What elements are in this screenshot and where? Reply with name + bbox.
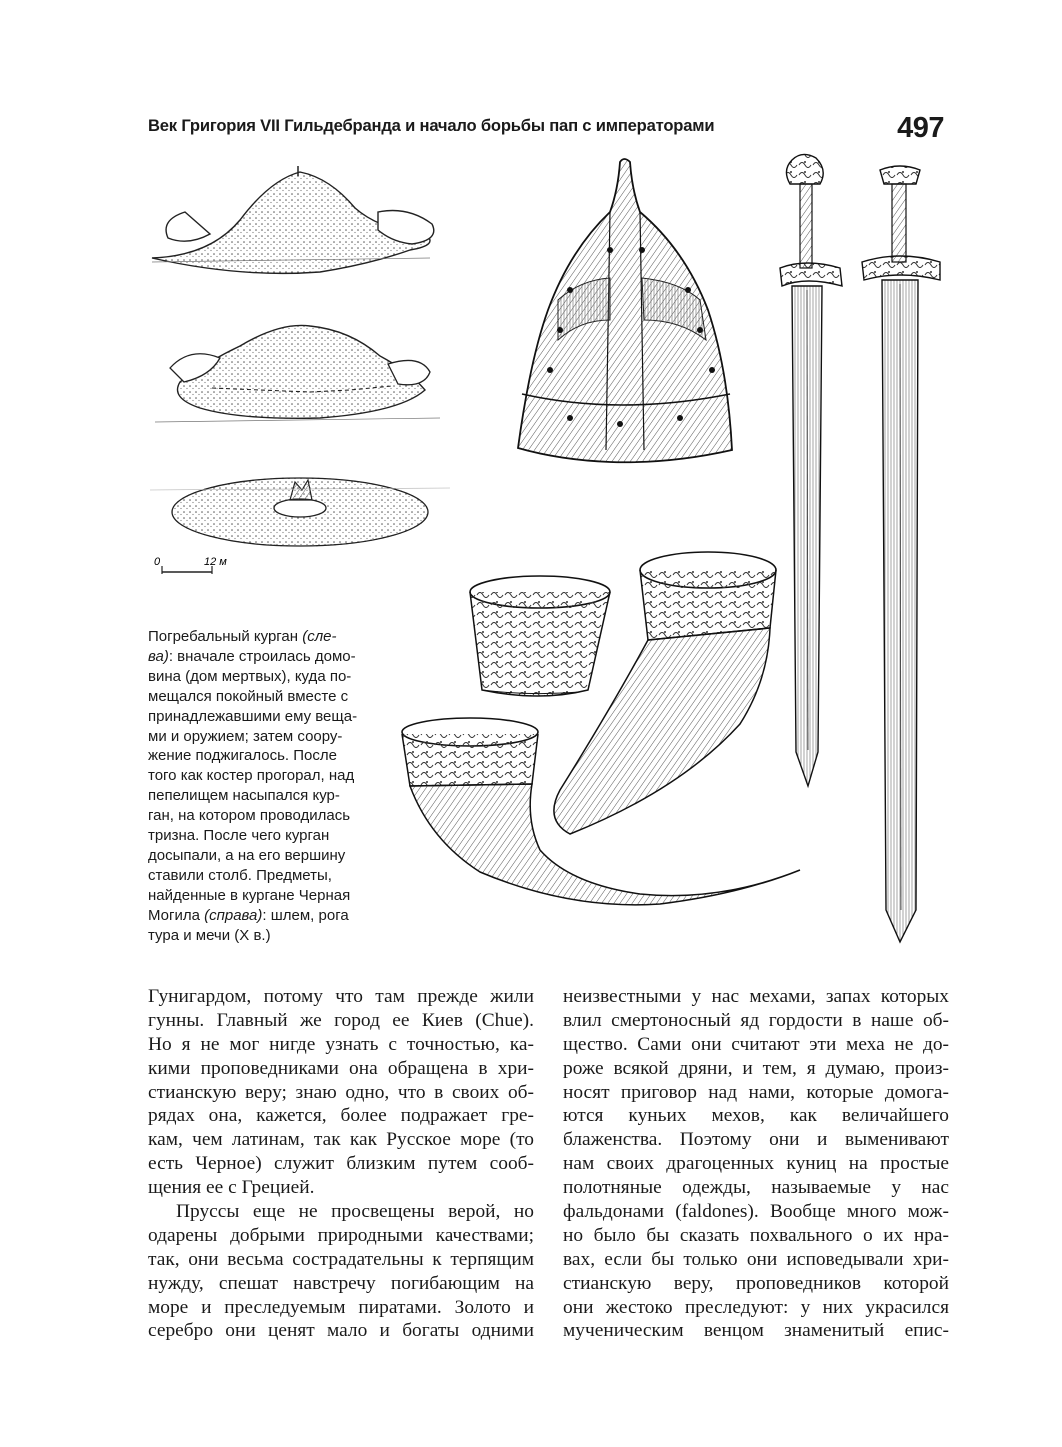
text-line: серебро они ценят мало и богаты одними xyxy=(148,1320,534,1342)
caption-line: тризна. После чего курган xyxy=(148,827,330,845)
text-line: ются куньих мехов, как величайшего xyxy=(563,1105,949,1127)
text-line: есть Черное) служит близким путем сооб- xyxy=(148,1153,534,1175)
caption-line: досыпали, а на его вершину xyxy=(148,846,346,864)
sword-right-drawing xyxy=(862,166,940,942)
text-line: так, они весьма сострадательны к терпящим xyxy=(148,1248,534,1270)
text-line: они жестоко преследуют: у них украсился xyxy=(563,1296,949,1318)
text-line: стианскую веру; знаю одно, что в своих об- xyxy=(148,1081,534,1103)
text-line: роже всякой дряни, и тем, я думаю, произ- xyxy=(563,1057,949,1079)
page-number: 497 xyxy=(897,112,944,144)
text-line: кам, чем латинам, так как Русское море (то xyxy=(148,1129,534,1151)
text-line: Но я не мог нигде узнать с точностью, ка- xyxy=(148,1033,534,1055)
caption-line: того как костер прогорал, над xyxy=(148,767,355,785)
text-line: море и преследуемым пиратами. Золото и xyxy=(148,1296,534,1318)
text-line: блаженства. Поэтому они и выменивают xyxy=(563,1129,949,1151)
text-line: мученическим венцом знаменитый епис- xyxy=(563,1320,949,1342)
text-line: влил смертоносный яд гордости в наше об- xyxy=(563,1009,949,1031)
caption-line: принадлежавшими ему веща- xyxy=(148,707,358,725)
text-line: рядах она, кажется, более подражает гре- xyxy=(148,1105,534,1127)
sword-left-drawing xyxy=(780,154,842,786)
text-line: нужду, спешат навстречу погибающим на xyxy=(148,1272,534,1294)
text-line: щество. Сами они считают эти меха не до- xyxy=(563,1033,949,1055)
text-line: носят приговор над нами, которые домога- xyxy=(563,1081,949,1103)
caption-line: Могила (справа): шлем, рога xyxy=(148,906,349,924)
helmet-drawing xyxy=(518,159,732,462)
figure-caption xyxy=(148,627,400,946)
scale-end-label: 12 м xyxy=(204,556,227,568)
text-line: кими проповедниками она обращена в хри- xyxy=(148,1057,534,1079)
text-line: Пруссы еще не просвещены верой, но xyxy=(176,1201,534,1223)
text-line: нам своих драгоценных куниц на простые xyxy=(563,1153,949,1175)
running-title: Век Григория VII Гильдебранда и начало борьбы пап с императорами xyxy=(148,116,715,135)
text-line: но было бы сказать похвального о их нра- xyxy=(563,1224,949,1246)
caption-line: ган, на котором проводилась xyxy=(148,807,351,825)
kurgan-burning-drawing xyxy=(155,325,440,422)
caption-line: ставили столб. Предметы, xyxy=(148,866,332,884)
text-line: стианскую веру, проповедников которой xyxy=(563,1272,949,1294)
text-line: полотняные одежды, называемые у нас xyxy=(563,1177,949,1199)
caption-line: найденные в кургане Черная xyxy=(148,886,351,904)
caption-line: вина (дом мертвых), куда по- xyxy=(148,667,352,685)
text-line: фальдонами (faldones). Вообще много мож- xyxy=(563,1201,949,1223)
text-line: одарены добрыми природными качествами; xyxy=(148,1224,534,1246)
scale-bar xyxy=(154,556,227,574)
text-line: вах, если бы только они исповедывали хри- xyxy=(563,1248,949,1270)
caption-line: Погребальный курган (сле- xyxy=(148,628,337,645)
text-line: Гунигардом, потому что там прежде жили xyxy=(148,986,534,1007)
kurgan-mound-drawing xyxy=(152,166,434,273)
caption-line: мещался покойный вместе с xyxy=(148,687,349,705)
caption-line: тура и мечи (X в.) xyxy=(148,926,271,944)
scale-start-label: 0 xyxy=(154,556,161,568)
text-line: неизвестными у нас мехами, запах которых xyxy=(563,986,949,1007)
caption-line: ва): вначале строилась домо- xyxy=(148,647,356,665)
kurgan-pyre-drawing xyxy=(150,478,450,546)
caption-line: жение поджигалось. После xyxy=(148,747,337,765)
text-line: щения ее с Грецией. xyxy=(148,1177,315,1199)
caption-line: ми и оружием; затем соору- xyxy=(148,727,343,745)
caption-line: пепелищем насыпался кур- xyxy=(148,787,340,805)
body-text-right-column xyxy=(563,985,949,1343)
body-text-left-column xyxy=(148,985,534,1343)
text-line: гунны. Главный же город ее Киев (Chue). xyxy=(148,1009,534,1031)
